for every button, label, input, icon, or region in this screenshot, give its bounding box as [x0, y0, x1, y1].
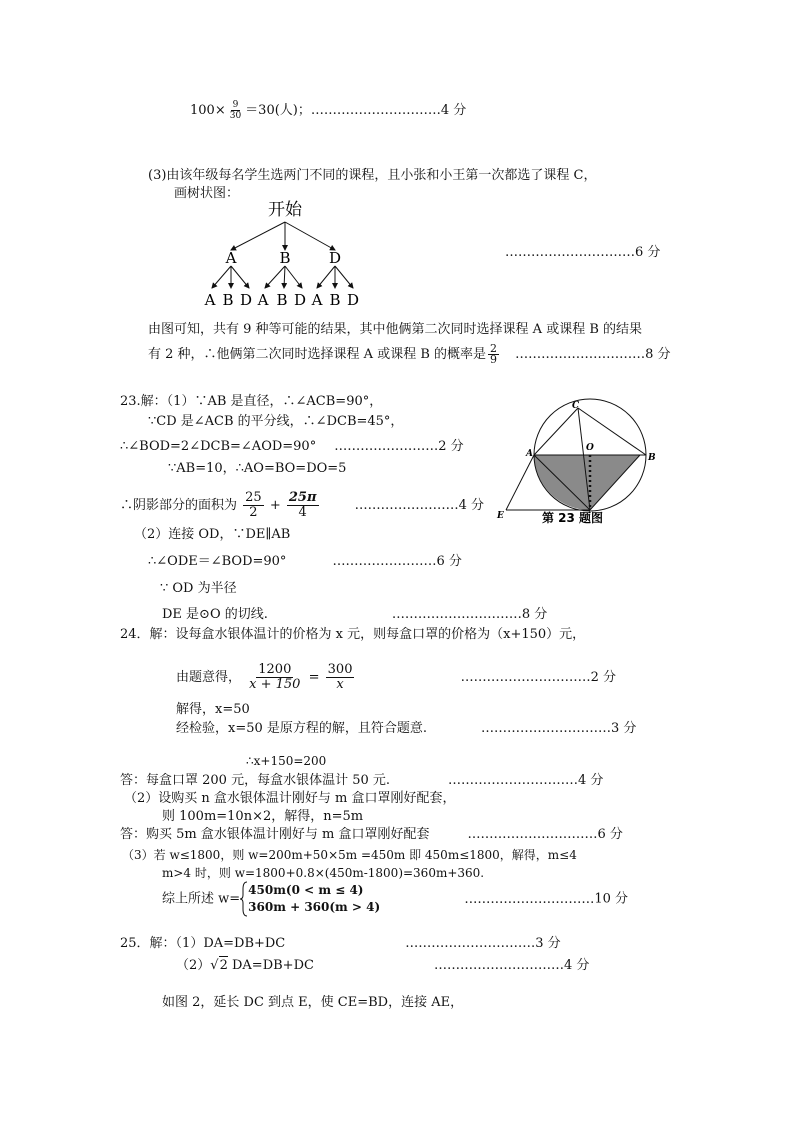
- q23-line7: [148, 553, 462, 571]
- q24-line9: [120, 826, 623, 844]
- denominator: x + 150: [249, 677, 301, 692]
- score-label: 2 分: [438, 439, 464, 454]
- q25-line1: [120, 935, 561, 953]
- q24-line11: m>4 时，则 w=1800+0.8×(450m-1800)=360m+360.: [162, 866, 485, 880]
- point-o-label: O: [586, 443, 594, 453]
- numerator: 25π: [288, 490, 317, 505]
- q24-line8: 则 100m=10n×2，解得，n=5m: [162, 809, 364, 824]
- q25-line3: 如图 2，延长 DC 到点 E，使 CE=BD，连接 AE，: [162, 995, 464, 1010]
- tree-root-label: 开始: [268, 200, 302, 220]
- tree-score: [505, 244, 660, 262]
- score-dots: …………………………: [515, 347, 646, 362]
- q24-line4: [176, 720, 636, 738]
- score-dots: ……………………: [334, 439, 439, 454]
- tree-leaf: D: [239, 291, 253, 309]
- score-dots: ……………………: [332, 554, 437, 569]
- score-dots: …………………………: [505, 245, 635, 260]
- numerator: 300: [327, 662, 353, 677]
- calc-result: ＝30(人)；: [245, 103, 311, 118]
- numerator: 9: [232, 100, 239, 110]
- q25-text: 25．解：（1）DA=DB+DC: [120, 936, 286, 951]
- case-2: 360m + 360(m > 4): [248, 900, 381, 914]
- score-label: 8 分: [521, 607, 548, 622]
- q24-text: 经检验，x=50 是原方程的解，且符合题意.: [176, 721, 428, 736]
- conclusion-line2: [148, 344, 671, 365]
- score-dots: …………………………: [405, 936, 536, 951]
- tree-leaf: B: [329, 291, 341, 309]
- piecewise-cases: [248, 882, 380, 916]
- part3-line1: (3)由该年级每名学生选两门不同的课程，且小张和小王第一次都选了课程 C，: [148, 168, 597, 183]
- tree-leaf: A: [204, 291, 216, 309]
- numerator: 2: [490, 342, 498, 355]
- plus-sign: +: [269, 498, 281, 513]
- q23-line3: [120, 438, 464, 456]
- tree-leaf: D: [346, 291, 360, 309]
- q23-line2: ∵CD 是∠ACB 的平分线，∴∠DCB=45°，: [148, 414, 404, 429]
- score-label: 6 分: [597, 827, 623, 842]
- q23-text: DE 是⊙O 的切线.: [162, 607, 268, 622]
- brace-icon: [240, 881, 248, 917]
- denominator: 30: [229, 111, 242, 121]
- score-dots: …………………………: [467, 827, 598, 842]
- score-dots: …………………………: [464, 891, 595, 907]
- q23-line6: （2）连接 OD，∵DE∥AB: [134, 527, 291, 542]
- fraction: [243, 491, 264, 520]
- sqrt-symbol: √: [210, 958, 219, 973]
- calc-prefix: 100×: [190, 103, 226, 118]
- denominator: 9: [490, 353, 498, 366]
- denominator: 2: [249, 505, 258, 520]
- score-label: 10 分: [594, 891, 629, 907]
- q24-text: 答：每盒口罩 200 元，每盒水银体温计 50 元.: [120, 773, 391, 788]
- part3-line2: 画树状图：: [174, 186, 240, 201]
- tree-leaf: B: [276, 291, 288, 309]
- conclusion-line1: 由图可知，共有 9 种等可能的结果，其中他俩第二次同时选择课程 A 或课程 B 的结果: [148, 322, 643, 337]
- tree-leaf: A: [311, 291, 323, 309]
- tree-diagram: [195, 198, 385, 310]
- denominator: x: [336, 677, 344, 692]
- score-label: 4 分: [563, 958, 590, 973]
- q23-line5: [120, 488, 484, 524]
- tree-leaf: B: [222, 291, 234, 309]
- score-label: 6 分: [635, 245, 661, 260]
- fraction: [228, 100, 243, 121]
- q23-text: ∴阴影部分的面积为: [120, 498, 238, 513]
- tree-leaves: [204, 291, 359, 309]
- score-label: 3 分: [611, 721, 637, 736]
- score-label: 3 分: [535, 936, 561, 951]
- q24-line6: [120, 772, 603, 790]
- equals-sign: =: [308, 670, 320, 685]
- q24-line1: 24．解：设每盒水银体温计的价格为 x 元，则每盒口罩的价格为（x+150）元，: [120, 627, 586, 642]
- calc-line: [190, 100, 466, 121]
- q24-line10: （3）若 w≤1800，则 w=200m+50×5m =450m 即 450m≤1800，解得，m≤4: [122, 848, 577, 862]
- case-1: 450m(0 < m ≤ 4): [248, 883, 364, 897]
- fraction: [247, 663, 302, 692]
- q23-line9: [162, 606, 547, 624]
- tree-leaf: D: [293, 291, 307, 309]
- point-a-label: A: [526, 449, 533, 459]
- q24-line3: 解得，x=50: [176, 702, 250, 717]
- fraction: [488, 344, 499, 365]
- numerator: 1200: [258, 662, 292, 677]
- radicand: 2: [219, 958, 228, 973]
- score-label: 8 分: [645, 347, 671, 362]
- score-label: 4 分: [458, 498, 485, 513]
- score-dots: ……………………: [354, 498, 459, 513]
- figure-23: [494, 398, 664, 526]
- score-label: 4 分: [578, 773, 604, 788]
- score-label: 6 分: [436, 554, 462, 569]
- fraction: [287, 491, 319, 520]
- q23-line8: ∵ OD 为半径: [160, 581, 237, 596]
- numerator: 25: [245, 490, 262, 505]
- score-dots: …………………………: [391, 607, 522, 622]
- q23-line4: ∵AB=10，∴AO=BO=DO=5: [168, 461, 347, 476]
- q25-text: （2）: [176, 958, 211, 973]
- q24-line12: [162, 881, 628, 918]
- figure-caption: 第 23 题图: [542, 511, 604, 525]
- tree-node-a: A: [225, 249, 237, 267]
- tree-node-d: D: [328, 249, 342, 267]
- denominator: 4: [298, 505, 307, 520]
- score-dots: …………………………: [448, 773, 579, 788]
- tree-level1: [225, 249, 341, 267]
- score-label: 2 分: [590, 670, 617, 685]
- fraction: [326, 663, 355, 692]
- point-c-label: C: [572, 401, 580, 411]
- point-b-label: B: [648, 453, 656, 463]
- q24-text: 答：购买 5m 盒水银体温计刚好与 m 盒口罩刚好配套: [120, 827, 430, 842]
- tree-leaf: A: [257, 291, 269, 309]
- q25-text: DA=DB+DC: [227, 958, 314, 973]
- q24-line7: （2）设购买 n 盒水银体温计刚好与 m 盒口罩刚好配套，: [124, 791, 456, 806]
- q23-text: ∴∠BOD=2∠DCB=∠AOD=90°: [120, 439, 317, 454]
- q24-line2: [176, 660, 616, 696]
- q25-line2: [176, 956, 589, 975]
- q24-text: 综上所述 w=: [162, 891, 241, 907]
- q23-line1: 23.解：（1）∵AB 是直径，∴∠ACB=90°，: [120, 394, 383, 409]
- point-e-label: E: [497, 511, 504, 521]
- score-dots: …………………………: [310, 103, 441, 118]
- tree-node-b: B: [279, 249, 291, 267]
- score-label: 4 分: [440, 103, 467, 118]
- score-dots: …………………………: [481, 721, 612, 736]
- q23-text: ∴∠ODE＝∠BOD=90°: [148, 554, 287, 569]
- q24-text: 由题意得，: [176, 670, 242, 685]
- conclusion-text: 有 2 种，∴他俩第二次同时选择课程 A 或课程 B 的概率是: [148, 347, 487, 362]
- score-dots: …………………………: [433, 958, 564, 973]
- q24-line5: ∴x+150=200: [246, 754, 327, 768]
- score-dots: …………………………: [460, 670, 591, 685]
